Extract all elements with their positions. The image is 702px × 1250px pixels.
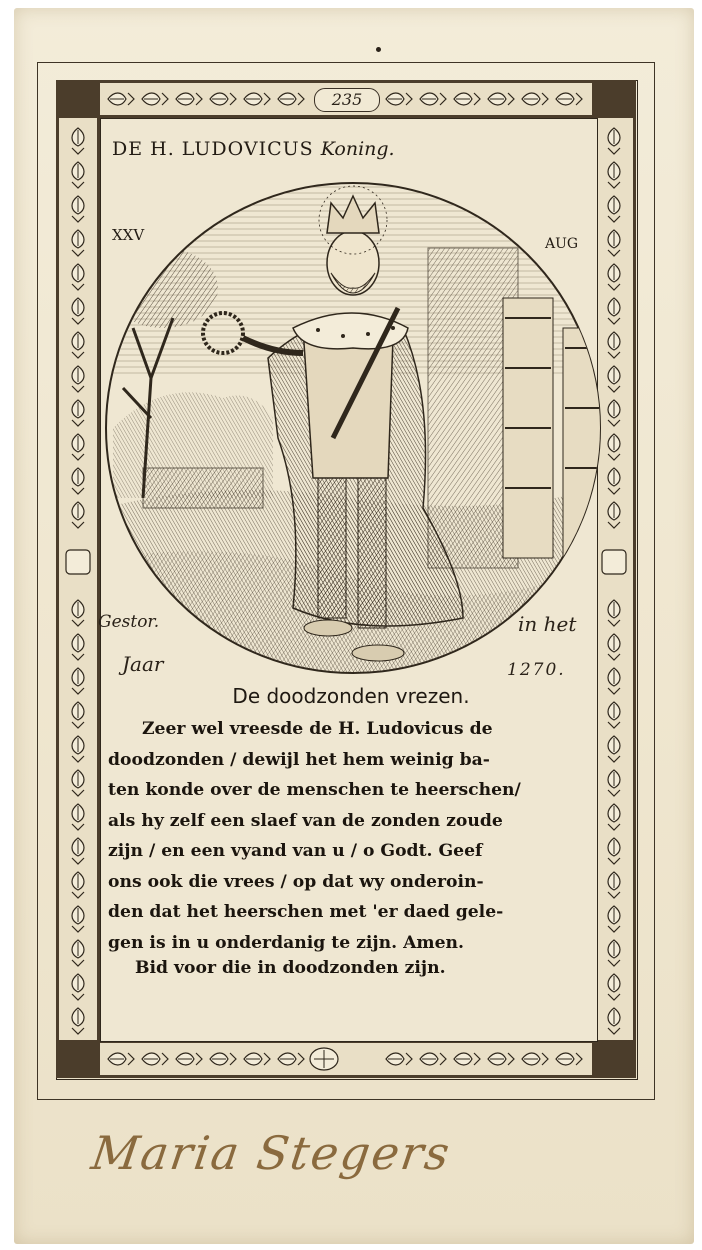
prayer-line: ten konde over de menschen te heerschen/	[108, 780, 521, 800]
saint-engraving	[103, 178, 603, 676]
label-year: Jaar	[122, 652, 164, 676]
title-caps: DE H. LUDOVICUS	[112, 138, 314, 160]
closing-line: Bid voor die in doodzonden zijn.	[135, 958, 446, 978]
title-italic: Koning.	[320, 138, 395, 160]
feast-day: XXV	[112, 226, 145, 244]
prayer-line: Zeer wel vreesde de H. Ludovicus de	[142, 719, 493, 739]
feast-month: AUG	[545, 236, 579, 252]
prayer-heading: De doodzonden vrezen.	[232, 684, 470, 708]
death-year: 1270.	[507, 660, 566, 680]
label-died: Gestor.	[98, 612, 160, 632]
prayer-line: ons ook die vrees / op dat wy onderoin-	[108, 871, 484, 892]
page-number: 235	[314, 88, 380, 112]
saint-title	[112, 138, 395, 160]
ink-dot	[376, 47, 381, 52]
prayer-line: den dat het heerschen met 'er daed gele-	[108, 902, 504, 922]
prayer-text	[108, 714, 578, 958]
label-in-the: in het	[518, 612, 577, 636]
prayer-line: zijn / en een vyand van u / o Godt. Geef	[108, 841, 483, 861]
prayer-line: gen is in u onderdanig te zijn. Amen.	[108, 932, 465, 953]
prayer-line: doodzonden / dewijl het hem weinig ba-	[108, 749, 490, 770]
handwritten-signature: Maria Stegers	[88, 1126, 455, 1180]
prayer-line: als hy zelf een slaef van de zonden zoude	[108, 810, 503, 831]
